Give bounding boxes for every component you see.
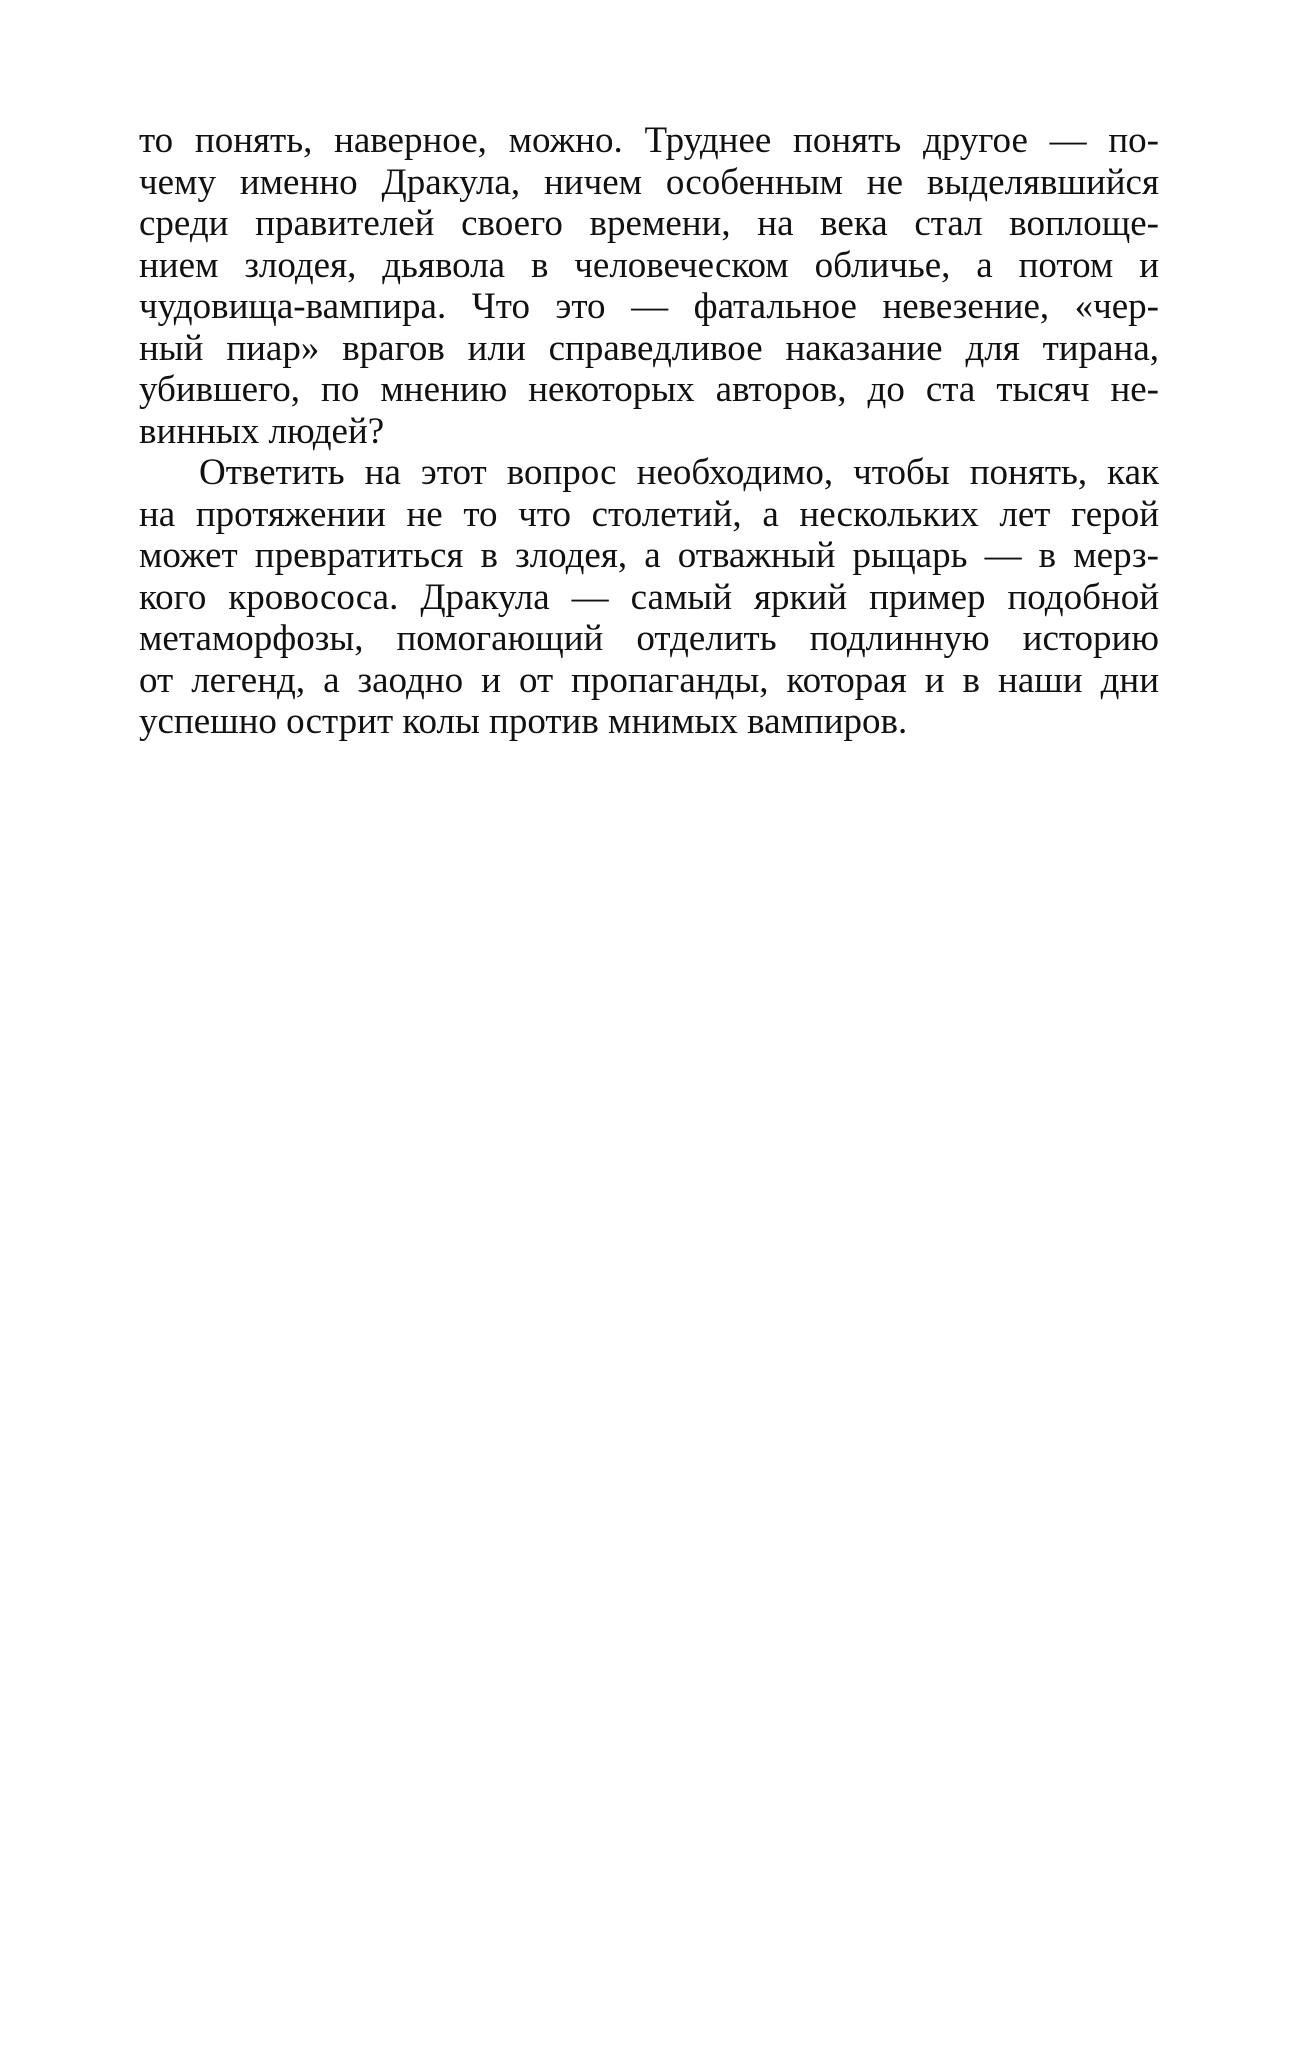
text-line: ный пиар» врагов или справедливое наказание для тирана, [139,327,1159,369]
text-line: может превратиться в злодея, а отважный рыцарь — в мерз- [139,535,1159,576]
text-line: метаморфозы, помогающий отделить подлинную историю [139,618,1159,659]
text-line: Ответить на этот вопрос необходимо, чтобы понять, как [199,452,1159,493]
text-line: винных людей? [139,410,385,452]
text-line: чудовища-вампира. Что это — фатальное невезение, «чер- [139,286,1159,327]
text-line: от легенд, а заодно и от пропаганды, которая и в наши дни [139,659,1159,701]
body-text [139,120,1159,743]
text-line: нием злодея, дьявола в человеческом обличье, а потом и [139,244,1159,286]
text-line: на протяжении не то что столетий, а нескольких лет герой [139,493,1159,535]
text-line: среди правителей своего времени, на века стал воплоще- [139,203,1159,244]
text-line: то понять, наверное, можно. Труднее понять другое — по- [139,120,1159,161]
text-line: убившего, по мнению некоторых авторов, до ста тысяч не- [139,369,1159,410]
text-line: успешно острит колы против мнимых вампиров. [139,701,908,742]
text-line: кого кровососа. Дракула — самый яркий пример подобной [139,576,1159,618]
text-line: чему именно Дракула, ничем особенным не выделявшийся [139,161,1159,203]
